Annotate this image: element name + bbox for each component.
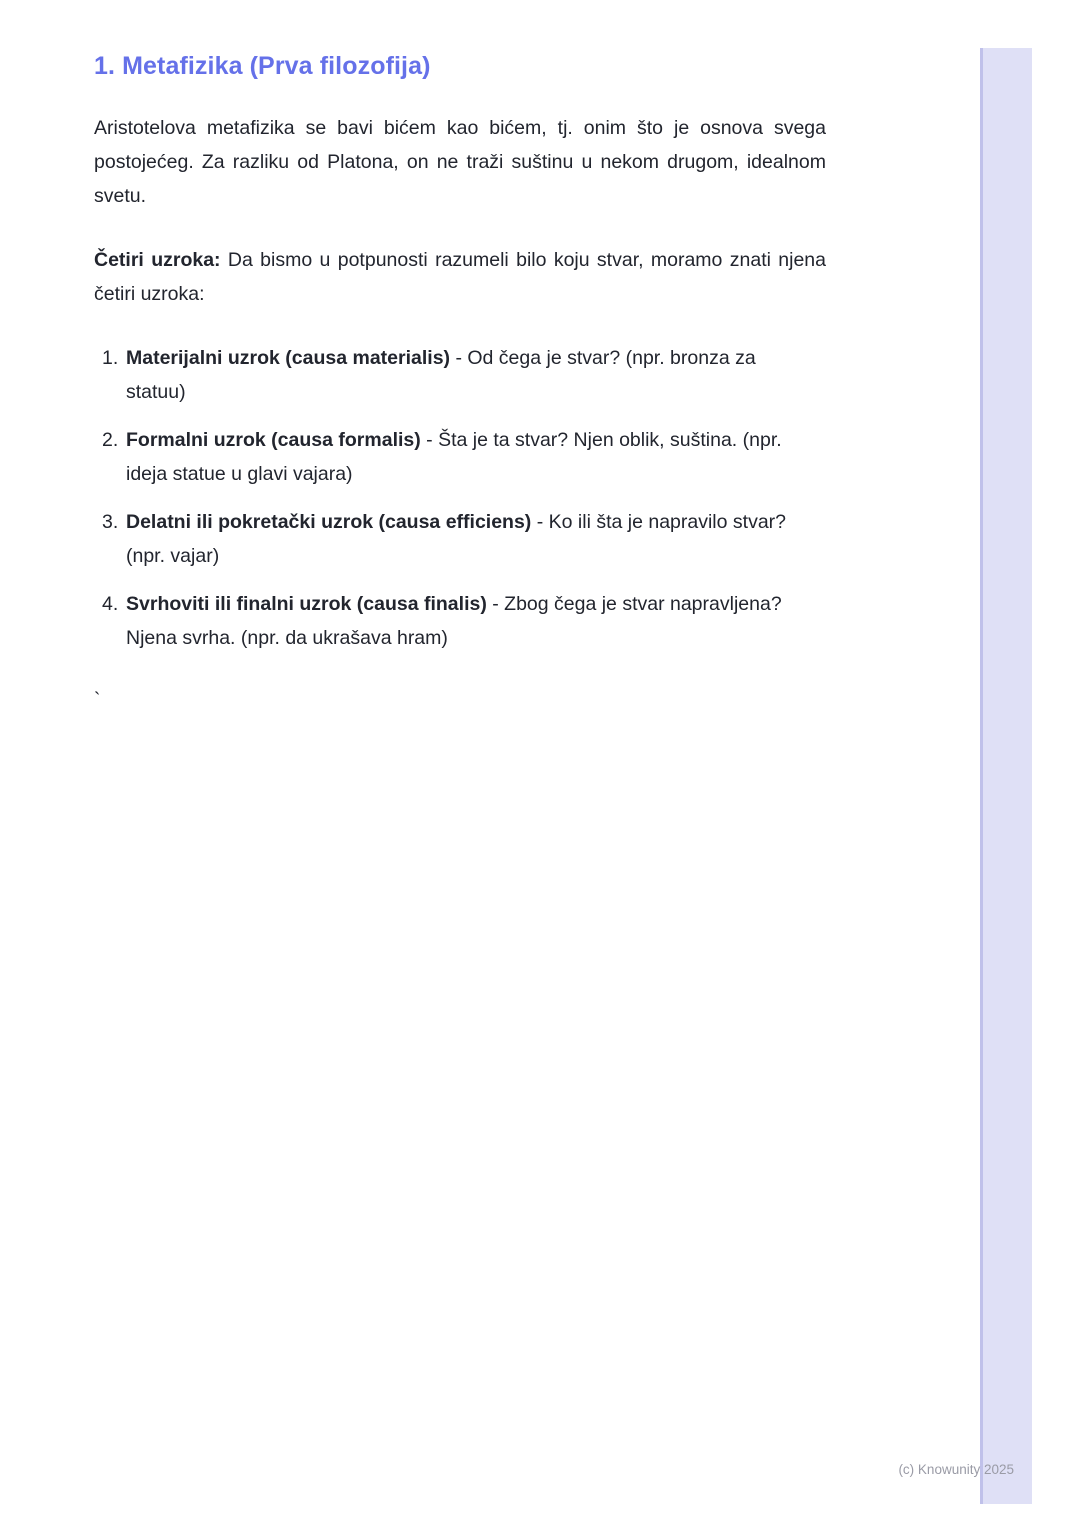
list-item: [94, 587, 826, 655]
causes-lead-bold: Četiri uzroka:: [94, 249, 221, 271]
list-item-bold: Delatni ili pokretački uzrok (causa efficiens): [126, 511, 532, 533]
page-content: [0, 0, 826, 713]
intro-paragraph: Aristotelova metafizika se bavi bićem kao bićem, tj. onim što je osnova svega postojećeg. Za razliku od Platona, on ne traži suštinu u nekom drugom, idealnom svetu.: [94, 117, 826, 207]
right-accent-bar: [980, 48, 1032, 1504]
causes-lead-text: Da bismo u potpunosti razumeli bilo koju stvar, moramo znati njena četiri uzroka:: [94, 249, 827, 305]
stray-backtick: `: [94, 690, 101, 711]
list-item: [94, 423, 826, 491]
list-item: [94, 505, 826, 573]
list-item-number: 2.: [102, 429, 119, 451]
list-item: [94, 341, 826, 409]
list-item-bold: Materijalni uzrok (causa materialis): [126, 347, 451, 369]
list-item-body: [126, 423, 826, 491]
list-item-bold: Formalni uzrok (causa formalis): [126, 429, 421, 451]
list-item-body: [126, 587, 826, 655]
list-item-text: - Od čega je stvar? (npr. bronza za statuu): [126, 347, 756, 403]
list-item-number: 4.: [102, 593, 119, 615]
page-heading: 1. Metafizika (Prva filozofija): [94, 52, 431, 80]
list-item-body: [126, 341, 826, 409]
list-item-number: 3.: [102, 511, 119, 533]
causes-list: [94, 341, 826, 655]
causes-lead-paragraph: [94, 243, 826, 311]
list-item-text: - Zbog čega je stvar napravljena? Njena svrha. (npr. da ukrašava hram): [126, 593, 782, 649]
list-item-text: - Šta je ta stvar? Njen oblik, suština. (npr. ideja statue u glavi vajara): [126, 429, 782, 485]
list-item-text: - Ko ili šta je napravilo stvar? (npr. vajar): [126, 511, 787, 567]
list-item-number: 1.: [102, 347, 119, 369]
list-item-bold: Svrhoviti ili finalni uzrok (causa finalis): [126, 593, 487, 615]
list-item-body: [126, 505, 826, 573]
footer-copyright: (c) Knowunity 2025: [898, 1462, 1014, 1477]
